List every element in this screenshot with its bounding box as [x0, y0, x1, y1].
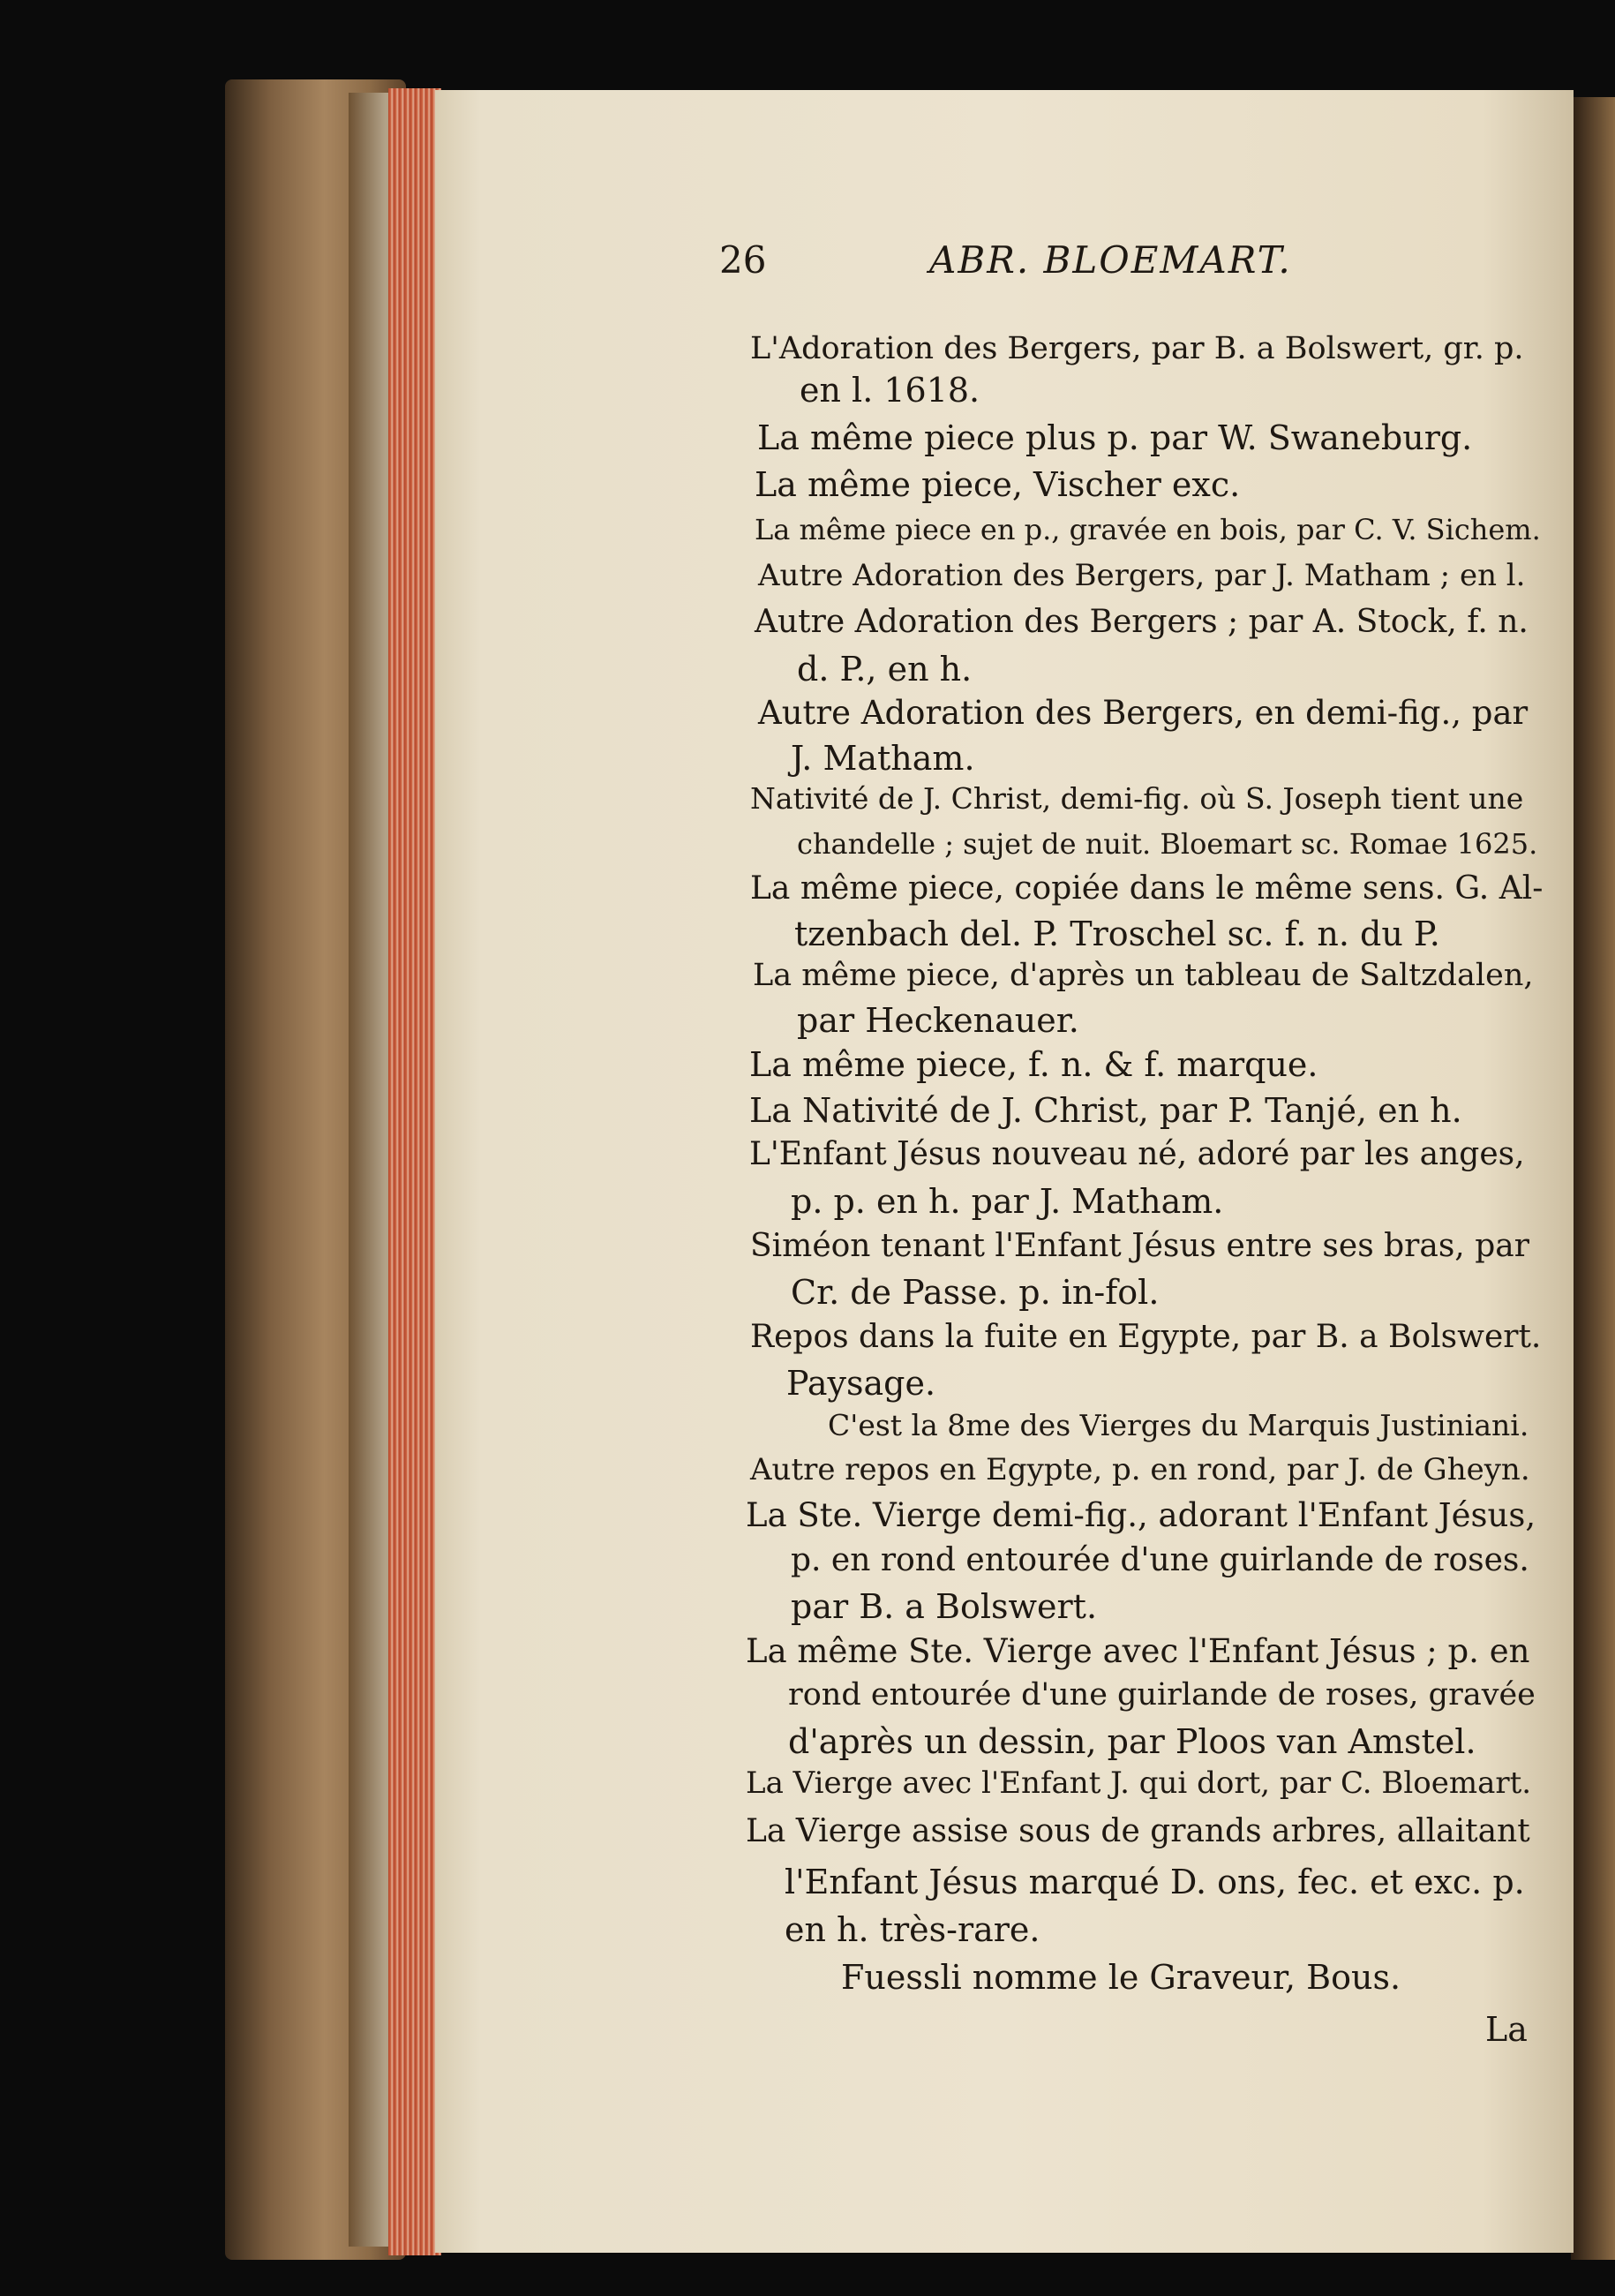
- text-line: La même piece, Vischer exc.: [755, 465, 1241, 504]
- text-line: p. p. en h. par J. Matham.: [791, 1182, 1224, 1221]
- catchword: La: [1485, 2010, 1528, 2049]
- text-line: Autre Adoration des Bergers, en demi-fig., par: [758, 694, 1529, 732]
- text-line: Paysage.: [786, 1364, 936, 1403]
- book-cover-right: [1571, 97, 1615, 2260]
- text-line: La Nativité de J. Christ, par P. Tanjé, en h.: [749, 1091, 1462, 1130]
- text-line: d'après un dessin, par Ploos van Amstel.: [788, 1722, 1476, 1761]
- text-line: en h. très-rare.: [785, 1910, 1040, 1949]
- text-line: Cr. de Passe. p. in-fol.: [791, 1273, 1160, 1312]
- text-line: La même Ste. Vierge avec l'Enfant Jésus ; p. en: [746, 1632, 1530, 1670]
- text-line: La Vierge assise sous de grands arbres, allaitant: [746, 1813, 1530, 1849]
- page-number: 26: [719, 238, 767, 282]
- text-line: Siméon tenant l'Enfant Jésus entre ses bras, par: [750, 1228, 1529, 1264]
- text-line: Repos dans la fuite en Egypte, par B. a Bolswert.: [750, 1319, 1542, 1355]
- text-line: La même piece, f. n. & f. marque.: [749, 1045, 1318, 1084]
- text-line: La même piece en p., gravée en bois, par C. V. Sichem.: [755, 513, 1541, 546]
- text-line: La Ste. Vierge demi-fig., adorant l'Enfant Jésus,: [746, 1496, 1536, 1534]
- text-line: par B. a Bolswert.: [791, 1587, 1098, 1626]
- text-line: L'Enfant Jésus nouveau né, adoré par les anges,: [749, 1136, 1525, 1172]
- text-line: par Heckenauer.: [797, 1001, 1079, 1040]
- text-line: C'est la 8me des Vierges du Marquis Justiniani.: [828, 1408, 1529, 1442]
- text-line: La même piece plus p. par W. Swaneburg.: [757, 418, 1473, 457]
- book-page: [435, 90, 1574, 2253]
- text-line: p. en rond entourée d'une guirlande de roses.: [791, 1542, 1529, 1578]
- text-line: l'Enfant Jésus marqué D. ons, fec. et exc. p.: [785, 1863, 1525, 1901]
- page-edges: [388, 88, 441, 2255]
- running-header: ABR. BLOEMART.: [929, 238, 1292, 282]
- text-line: rond entourée d'une guirlande de roses, gravée: [788, 1677, 1536, 1713]
- text-line: en l. 1618.: [800, 371, 980, 410]
- text-line: J. Matham.: [791, 739, 975, 778]
- text-line: d. P., en h.: [797, 650, 973, 689]
- text-line: chandelle ; sujet de nuit. Bloemart sc. Romae 1625.: [797, 827, 1538, 861]
- text-line: Autre repos en Egypte, p. en rond, par J. de Gheyn.: [750, 1452, 1530, 1487]
- text-line: La même piece, d'après un tableau de Saltzdalen,: [753, 958, 1534, 993]
- text-line: Fuessli nomme le Graveur, Bous.: [841, 1958, 1401, 1997]
- text-line: Autre Adoration des Bergers ; par A. Stock, f. n.: [755, 604, 1529, 640]
- text-line: La Vierge avec l'Enfant J. qui dort, par C. Bloemart.: [746, 1765, 1532, 1801]
- text-line: L'Adoration des Bergers, par B. a Bolswert, gr. p.: [750, 331, 1524, 366]
- text-line: Autre Adoration des Bergers, par J. Matham ; en l.: [758, 558, 1526, 593]
- text-line: tzenbach del. P. Troschel sc. f. n. du P.: [794, 915, 1440, 953]
- text-line: La même piece, copiée dans le même sens. G. Al-: [750, 870, 1544, 907]
- text-line: Nativité de J. Christ, demi-fig. où S. Joseph tient une: [750, 781, 1524, 816]
